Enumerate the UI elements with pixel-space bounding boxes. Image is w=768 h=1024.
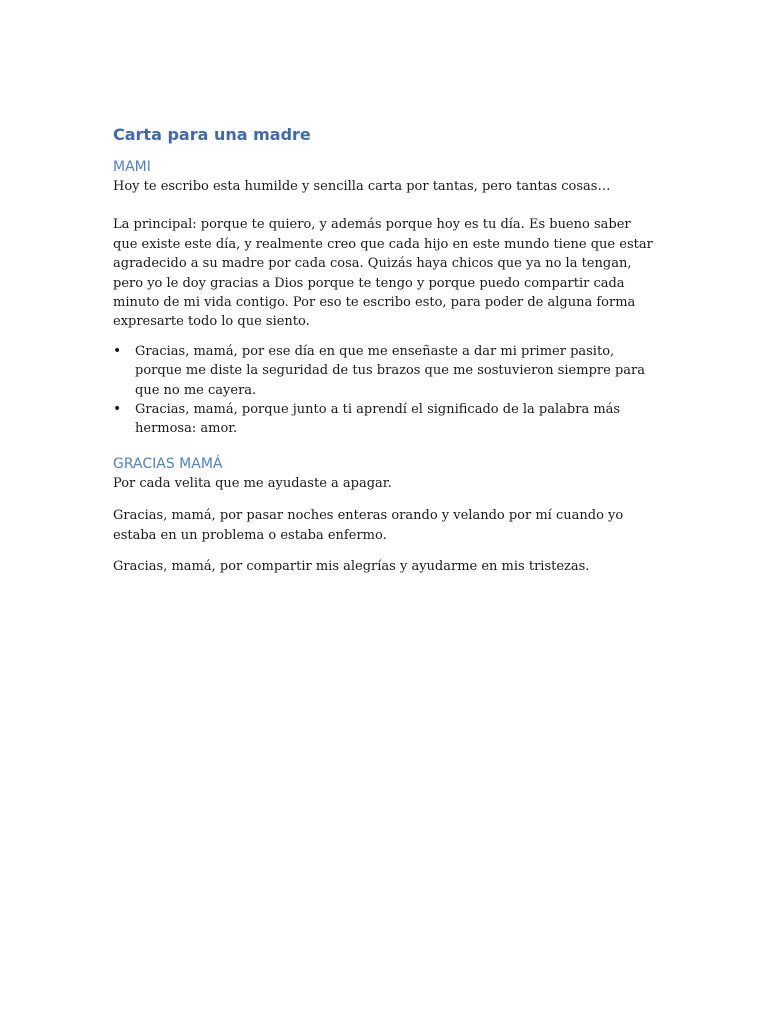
bullet-icon: • bbox=[113, 342, 122, 359]
bullet-list bbox=[113, 342, 658, 439]
paragraph-intro: Hoy te escribo esta humilde y sencilla carta por tantas, pero tantas cosas… bbox=[113, 179, 611, 194]
bullet-item bbox=[113, 342, 658, 400]
section-heading-gracias-mama: GRACIAS MAMÁ bbox=[113, 455, 223, 472]
bullet-item bbox=[113, 400, 658, 439]
paragraph-velita: Por cada velita que me ayudaste a apagar. bbox=[113, 475, 392, 491]
paragraph-noches: Gracias, mamá, por pasar noches enteras orando y velando por mí cuando yo estaba en un problema o estaba enfermo. bbox=[113, 508, 624, 543]
section-heading-mami: MAMI bbox=[113, 159, 151, 175]
paragraph-alegrias: Gracias, mamá, por compartir mis alegrías y ayudarme en mis tristezas. bbox=[113, 559, 590, 575]
bullet-text: Gracias, mamá, porque junto a ti aprendí el significado de la palabra más hermosa: amor. bbox=[135, 402, 621, 437]
section-gracias-mama bbox=[113, 454, 658, 577]
document-body bbox=[113, 124, 658, 577]
bullet-text: Gracias, mamá, por ese día en que me enseñaste a dar mi primer pasito, porque me diste la seguridad de tus brazos que me sostuvieron siempre para que no me cayera. bbox=[135, 343, 645, 398]
document-title: Carta para una madre bbox=[113, 125, 311, 144]
paragraph-principal: La principal: porque te quiero, y además porque hoy es tu día. Es bueno saber que existe este día, y realmente creo que cada hijo en este mundo tiene que estar agradecido a su madre por cada cosa. Quizás haya chicos que ya no la tengan, pero yo le doy gracias a Dios porque te tengo y porque puedo compartir cada minuto de mi vida contigo. Por eso te escribo esto, para poder de alguna forma expresarte todo lo que siento. bbox=[113, 217, 653, 330]
bullet-icon: • bbox=[113, 401, 122, 418]
section-mami bbox=[113, 157, 658, 439]
